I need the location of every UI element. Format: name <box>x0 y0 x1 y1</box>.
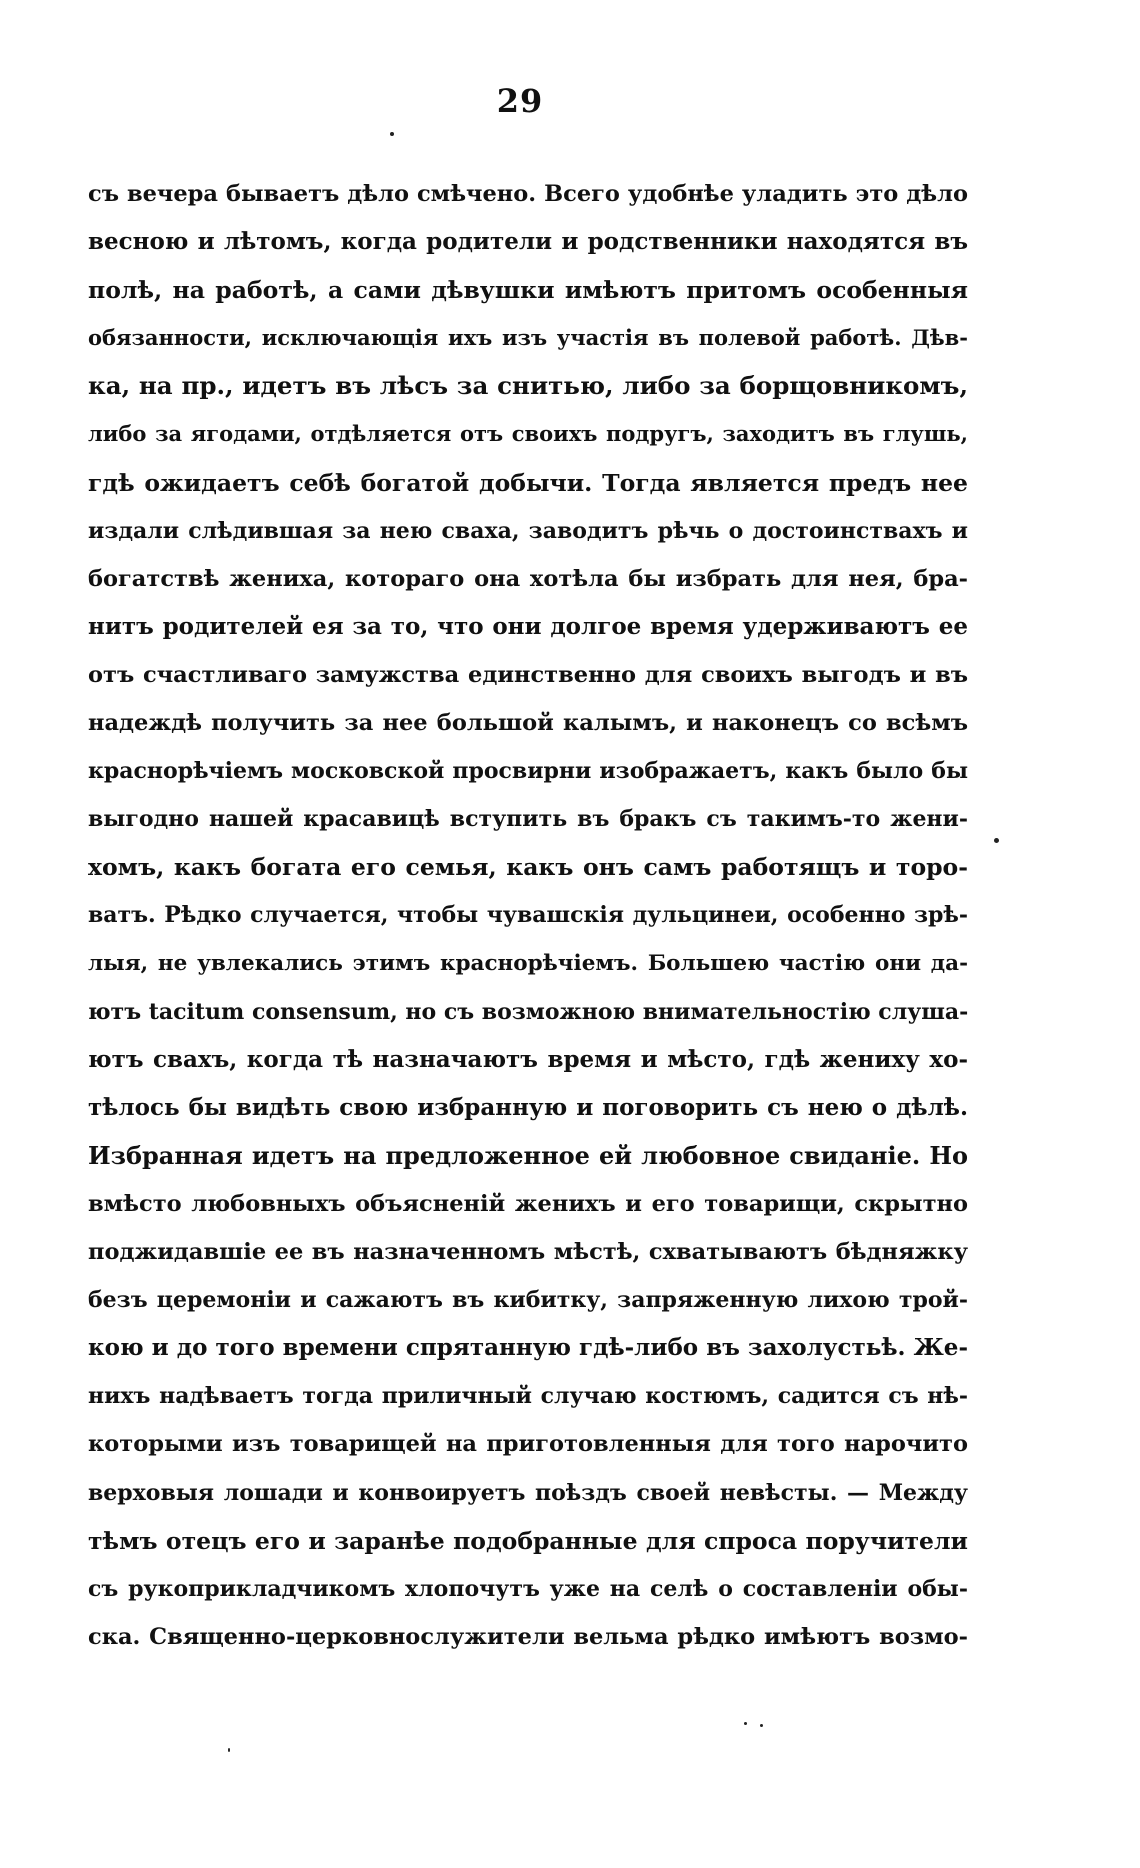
text-line: нитъ родителей ея за то, что они долгое время удерживаютъ ее <box>88 612 968 640</box>
scan-speck <box>994 838 999 843</box>
text-line: ка, на пр., идетъ въ лѣсъ за снитью, либо за борщовникомъ, <box>88 371 968 401</box>
text-line: верховыя лошади и конвоируетъ поѣздъ своей невѣсты. — Между <box>88 1479 968 1506</box>
text-line: ска. Священно-церковнослужители вельма рѣдко имѣютъ возмо- <box>88 1623 968 1650</box>
scan-speck <box>228 1748 230 1752</box>
text-line: вмѣсто любовныхъ объясненій женихъ и его товарищи, скрытно <box>88 1190 968 1217</box>
text-line: лыя, не увлекались этимъ краснорѣчіемъ. Большею частію они да- <box>88 950 968 976</box>
text-line: ватъ. Рѣдко случается, чтобы чувашскія дульцинеи, особенно зрѣ- <box>88 902 968 929</box>
text-line: нихъ надѣваетъ тогда приличный случаю костюмъ, садится съ нѣ- <box>88 1383 968 1410</box>
text-line: краснорѣчіемъ московской просвирни изображаетъ, какъ было бы <box>88 758 968 785</box>
text-line: кою и до того времени спрятанную гдѣ-либо въ захолустьѣ. Же- <box>88 1334 968 1362</box>
text-line: издали слѣдившая за нею сваха, заводитъ рѣчь о достоинствахъ и <box>88 517 968 544</box>
text-line: надеждѣ получить за нее большой калымъ, и наконецъ со всѣмъ <box>88 710 968 737</box>
text-line: богатствѣ жениха, котораго она хотѣла бы избрать для нея, бра- <box>88 565 968 592</box>
text-line: безъ церемоніи и сажаютъ въ кибитку, запряженную лихою трой- <box>88 1287 968 1314</box>
text-line: весною и лѣтомъ, когда родители и родственники находятся въ <box>88 228 968 256</box>
text-line: тѣмъ отецъ его и заранѣе подобранные для спроса поручители <box>88 1526 968 1555</box>
text-line: гдѣ ожидаетъ себѣ богатой добычи. Тогда является предъ нее <box>88 468 968 497</box>
text-line: хомъ, какъ богата его семья, какъ онъ самъ работящъ и торо- <box>88 853 968 882</box>
scan-speck <box>744 1722 747 1725</box>
page-number: 29 <box>496 82 544 120</box>
text-line: съ рукоприкладчикомъ хлопочутъ уже на селѣ о составленіи обы- <box>88 1575 968 1602</box>
body-text <box>88 170 968 1661</box>
text-line: выгодно нашей красавицѣ вступить въ бракъ съ такимъ-то жени- <box>88 806 968 833</box>
text-line: обязанности, исключающія ихъ изъ участія въ полевой работѣ. Дѣв- <box>88 325 968 351</box>
scan-speck <box>760 1724 763 1727</box>
text-line: Избранная идетъ на предложенное ей любовное свиданіе. Но <box>88 1140 968 1170</box>
text-line: тѣлось бы видѣть свою избранную и поговорить съ нею о дѣлѣ. <box>88 1093 968 1121</box>
text-line: которыми изъ товарищей на приготовленныя для того нарочито <box>88 1431 968 1458</box>
text-line: съ вечера бываетъ дѣло смѣчено. Всего удобнѣе уладить это дѣло <box>88 181 968 207</box>
text-line: ютъ свахъ, когда тѣ назначаютъ время и мѣсто, гдѣ жениху хо- <box>88 1045 968 1073</box>
scan-speck <box>390 132 394 136</box>
text-line: полѣ, на работѣ, а сами дѣвушки имѣютъ притомъ особенныя <box>88 276 968 305</box>
text-line: либо за ягодами, отдѣляется отъ своихъ подругъ, заходитъ въ глушь, <box>88 421 968 447</box>
text-line: отъ счастливаго замужства единственно для своихъ выгодъ и въ <box>88 661 968 688</box>
text-line: поджидавшіе ее въ назначенномъ мѣстѣ, схватываютъ бѣдняжку <box>88 1239 968 1266</box>
text-line: ютъ tacitum consensum, но съ возможною внимательностію слуша- <box>88 998 968 1025</box>
